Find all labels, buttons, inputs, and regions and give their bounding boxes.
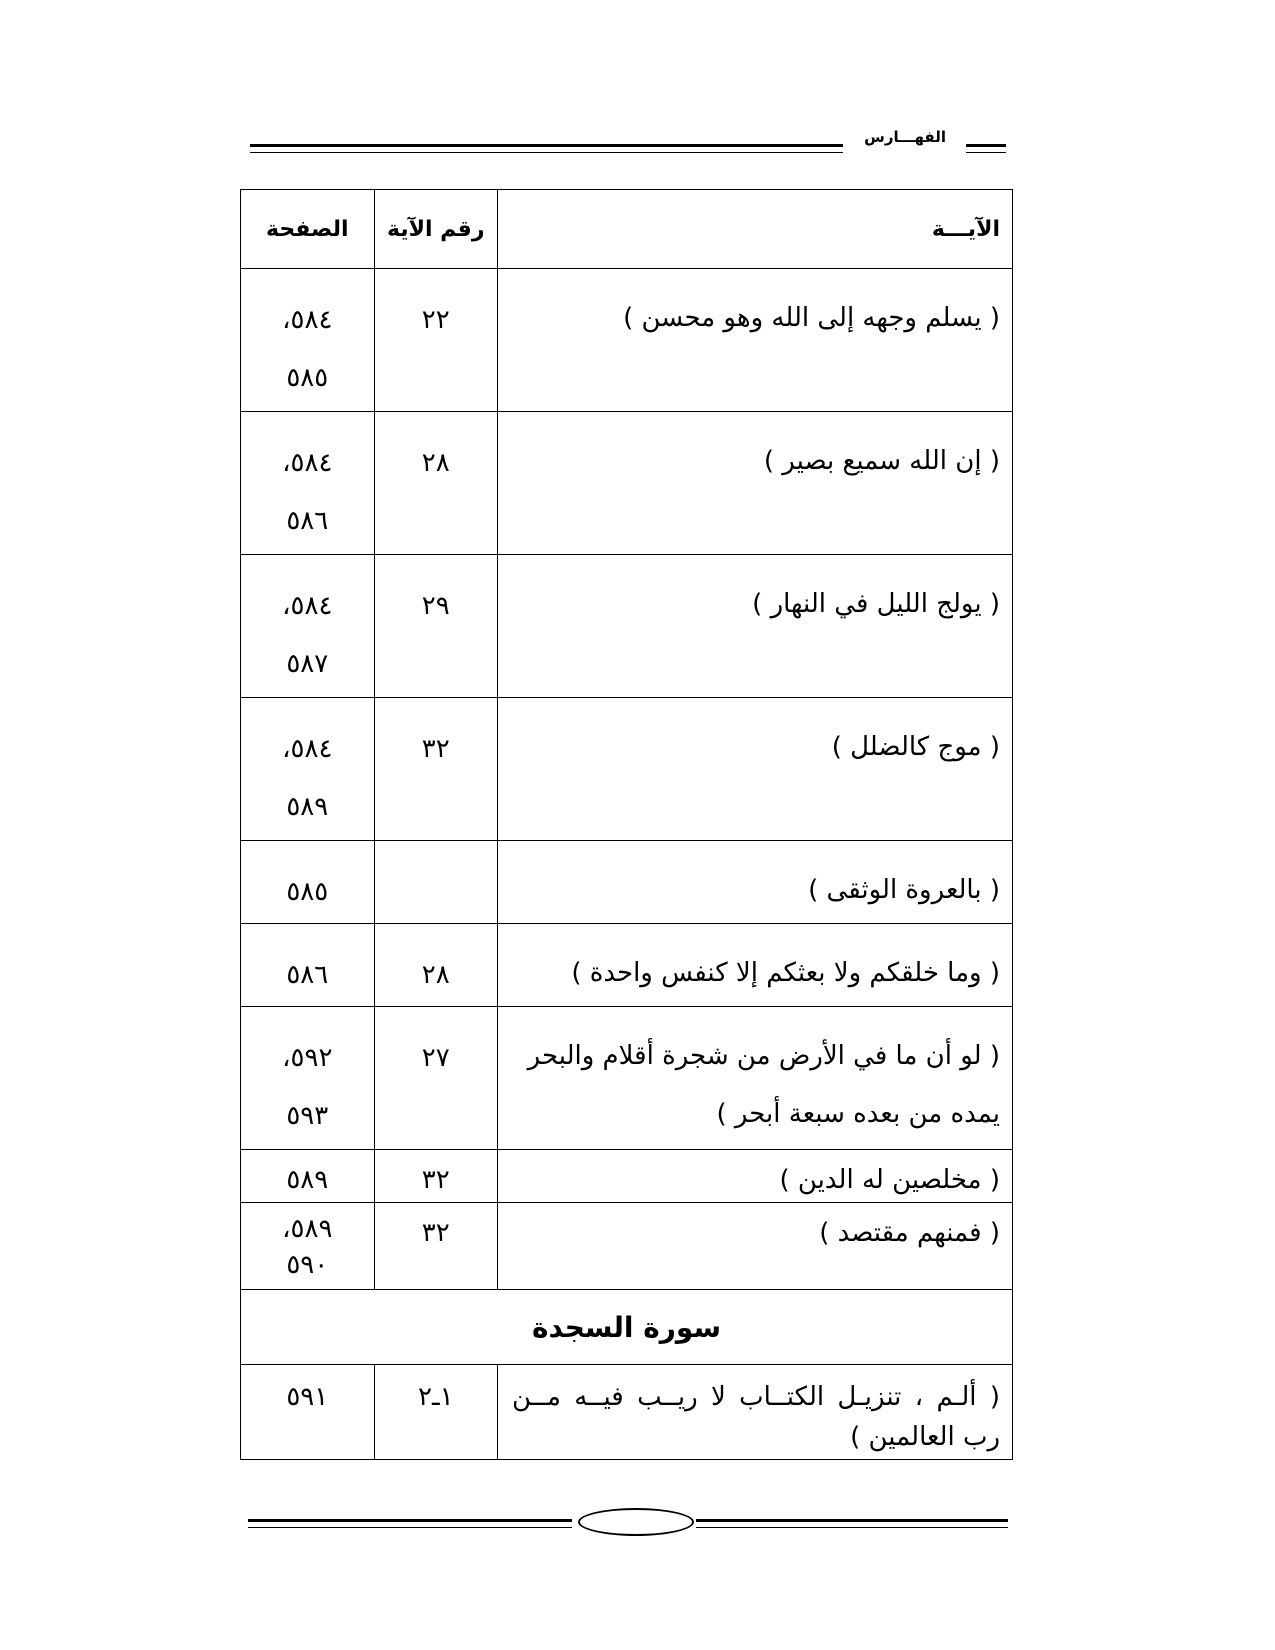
page-numbers <box>241 412 375 555</box>
footer-rule-left <box>248 1519 572 1528</box>
header-verse-number: رقم الآية <box>374 190 497 269</box>
page-number: ٥٨٩، <box>282 1214 333 1244</box>
page-number: ٥٨٦ <box>286 506 329 536</box>
table-row <box>241 1150 1013 1203</box>
header-rule-right <box>966 144 1006 153</box>
verse-text: ( إن الله سميع بصير ) <box>498 412 1013 555</box>
page-numbers <box>241 555 375 698</box>
verse-text-line: ( لو أن ما في الأرض من شجرة أقلام والبحر <box>527 1041 1000 1071</box>
page-numbers <box>241 698 375 841</box>
verse-number: ٢٨ <box>374 412 497 555</box>
verse-text: ( يولج الليل في النهار ) <box>498 555 1013 698</box>
header-page: الصفحة <box>241 190 375 269</box>
footer-ornament <box>248 1508 1008 1538</box>
table-row <box>241 1007 1013 1150</box>
header-rule-left <box>250 144 843 153</box>
table-row <box>241 555 1013 698</box>
page-number: ٥٨٤، <box>282 591 333 621</box>
page-numbers <box>241 1007 375 1150</box>
verse-text: ( فمنهم مقتصد ) <box>498 1203 1013 1290</box>
page-number: ٥٨٥ <box>286 363 329 393</box>
page-number: ٥٨٤، <box>282 734 333 764</box>
verse-number: ٣٢ <box>374 1203 497 1290</box>
footer-rule-right <box>696 1519 1008 1528</box>
verse-number: ٢٩ <box>374 555 497 698</box>
surah-heading: سورة السجدة <box>241 1290 1013 1365</box>
page-number: ٥٨٤، <box>282 305 333 335</box>
verse-text: ( يسلم وجهه إلى الله وهو محسن ) <box>498 269 1013 412</box>
table-row <box>241 841 1013 924</box>
page-numbers <box>241 269 375 412</box>
verse-index-table <box>240 189 1013 1460</box>
verse-number <box>374 841 497 924</box>
page-number: ٥٨٤، <box>282 448 333 478</box>
page-numbers <box>241 1150 375 1203</box>
page-number-oval <box>578 1508 694 1536</box>
page-number: ٥٩٠ <box>286 1250 329 1280</box>
verse-text: ( مخلصين له الدين ) <box>498 1150 1013 1203</box>
page-number: ٥٨٥ <box>286 877 329 907</box>
verse-text: ( وما خلقكم ولا بعثكم إلا كنفس واحدة ) <box>498 924 1013 1007</box>
table-row <box>241 1365 1013 1460</box>
verse-text-line: يمده من بعده سبعة أبحر ) <box>716 1099 1000 1129</box>
verse-number: ٢٢ <box>374 269 497 412</box>
verse-number: ٢٨ <box>374 924 497 1007</box>
surah-heading-row <box>241 1290 1013 1365</box>
page-numbers <box>241 1203 375 1290</box>
table-header-row <box>241 190 1013 269</box>
verse-text: ( بالعروة الوثقى ) <box>498 841 1013 924</box>
table-row <box>241 924 1013 1007</box>
page-number: ٥٩٢، <box>282 1043 333 1073</box>
verse-text: ( موج كالضلل ) <box>498 698 1013 841</box>
header-verse: الآيـــة <box>498 190 1013 269</box>
verse-number: ٢٧ <box>374 1007 497 1150</box>
page-number: ٥٩٣ <box>286 1101 329 1131</box>
table-row <box>241 269 1013 412</box>
verse-number: ٣٢ <box>374 1150 497 1203</box>
page-number: ٥٩١ <box>286 1382 329 1412</box>
running-header-title: الفهـــارس <box>864 128 946 146</box>
running-header <box>250 128 1006 162</box>
verse-number: ٣٢ <box>374 698 497 841</box>
page-numbers <box>241 841 375 924</box>
verse-number: ١ـ٢ <box>374 1365 497 1460</box>
page-numbers <box>241 1365 375 1460</box>
table-row <box>241 1203 1013 1290</box>
verse-text <box>498 1007 1013 1150</box>
page-numbers <box>241 924 375 1007</box>
page-number: ٥٨٩ <box>286 792 329 822</box>
page-number: ٥٨٦ <box>286 960 329 990</box>
table-row <box>241 412 1013 555</box>
verse-text: ( ألـم ، تنزيـل الكتــاب لا ريــب فيــه مــن رب العالمين ) <box>498 1365 1013 1460</box>
table-row <box>241 698 1013 841</box>
page-number: ٥٨٩ <box>286 1165 329 1195</box>
page-number: ٥٨٧ <box>286 649 329 679</box>
